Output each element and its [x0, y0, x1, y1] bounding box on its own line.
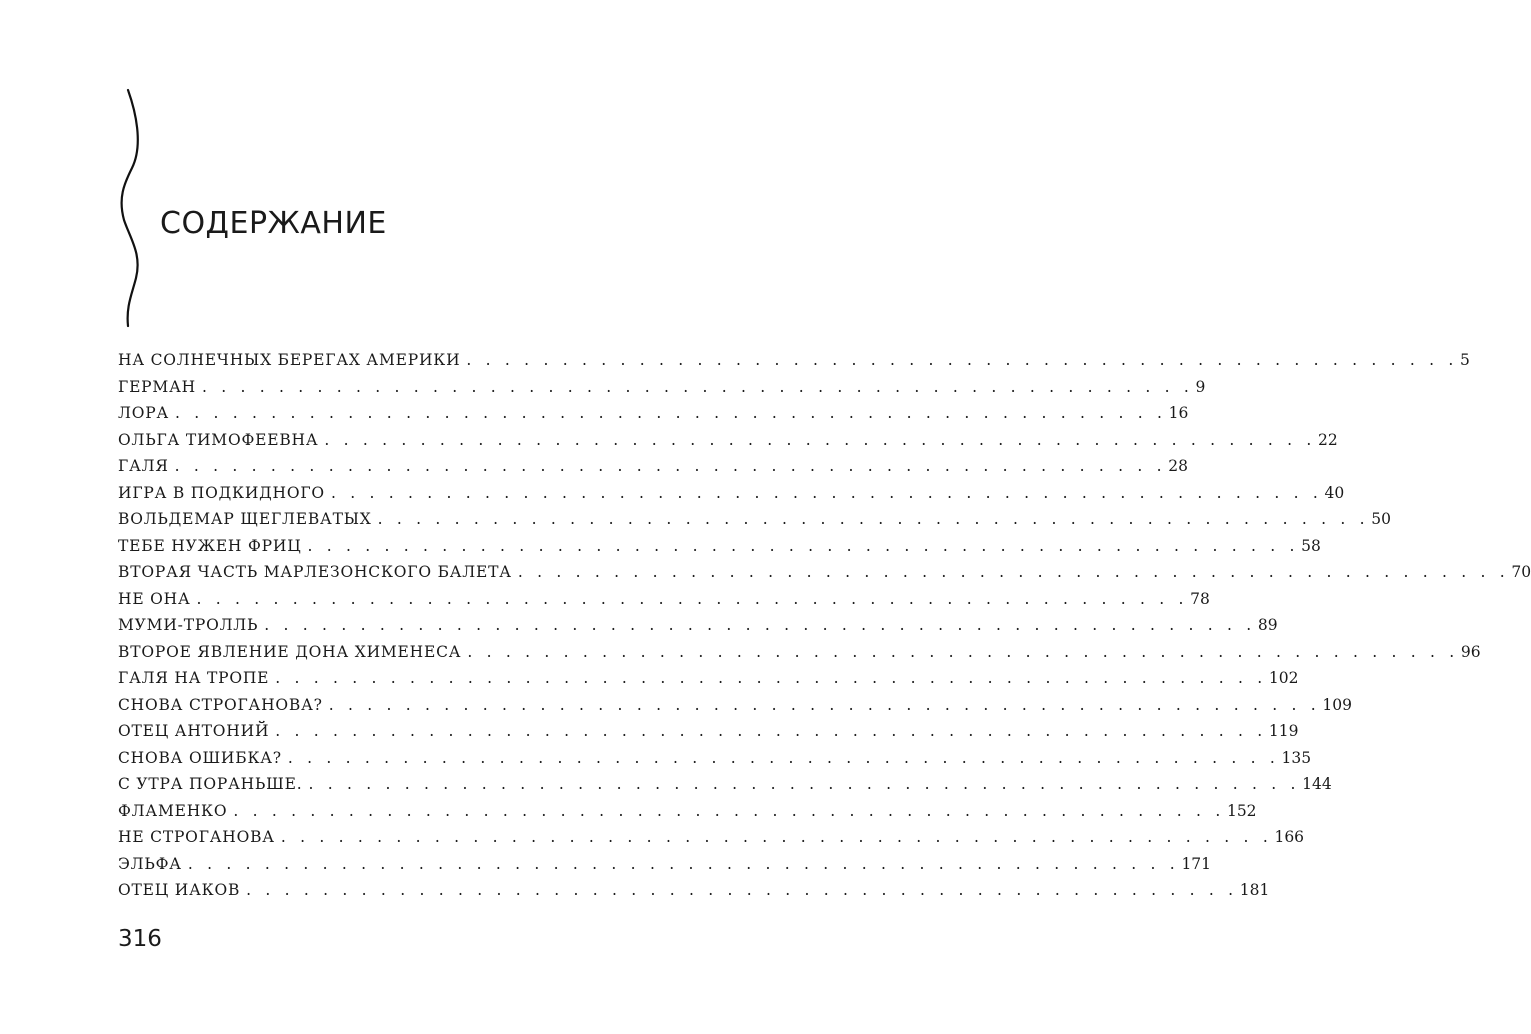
toc-leader-dots: . . . . . . . . . . . . . . . . . . . . . . . . . . . . . . . . . . . . . . . . . . . . . . . . . . . . — [175, 404, 1167, 422]
toc-entry-page: 9 — [1195, 377, 1206, 396]
toc-leader-dots: . . . . . . . . . . . . . . . . . . . . . . . . . . . . . . . . . . . . . . . . . . . . . . . . . . . . — [324, 430, 1316, 449]
toc-entry-page: 5 — [1460, 351, 1470, 369]
toc-entry-page: 109 — [1322, 695, 1352, 714]
toc-entry-title: ТЕБЕ НУЖЕН ФРИЦ — [118, 536, 302, 555]
toc-entry — [118, 881, 1270, 908]
toc-leader-dots: . . . . . . . . . . . . . . . . . . . . . . . . . . . . . . . . . . . . . . . . . . . . . . . . . . . . — [233, 801, 1225, 820]
toc-entry-page: 102 — [1268, 669, 1299, 687]
toc-entry — [118, 536, 1321, 564]
toc-entry — [118, 748, 1312, 776]
toc-entry-page: 119 — [1268, 722, 1299, 740]
toc-leader-dots: . . . . . . . . . . . . . . . . . . . . . . . . . . . . . . . . . . . . . . . . . . . . . . . . . . . . — [467, 642, 1459, 661]
toc-entry-title: ОТЕЦ ИАКОВ — [118, 881, 241, 899]
toc-entry — [118, 457, 1188, 484]
toc-entry — [118, 722, 1299, 749]
toc-entry-page: 89 — [1257, 616, 1278, 634]
toc-entry-page: 58 — [1301, 536, 1321, 555]
toc-entry — [118, 377, 1206, 405]
toc-entry-page: 28 — [1168, 457, 1188, 475]
toc-entry-title: НЕ ОНА — [118, 589, 191, 608]
toc-leader-dots: . . . . . . . . . . . . . . . . . . . . . . . . . . . . . . . . . . . . . . . . . . . . . . . . . . . . — [275, 722, 1267, 740]
toc-entry-title: СНОВА СТРОГАНОВА? — [118, 695, 323, 714]
toc-entry — [118, 695, 1352, 723]
toc-leader-dots: . . . . . . . . . . . . . . . . . . . . . . . . . . . . . . . . . . . . . . . . . . . . . . . . . . . . — [307, 536, 1300, 555]
toc-entry-page: 135 — [1281, 748, 1312, 767]
toc-entry-title: МУМИ-ТРОЛЛЬ — [118, 616, 259, 634]
toc-entry-title: НЕ СТРОГАНОВА — [118, 828, 275, 846]
toc-entry — [118, 616, 1278, 643]
toc-leader-dots: . . . . . . . . . . . . . . . . . . . . . . . . . . . . . . . . . . . . . . . . . . . . . . . . . . . . — [308, 775, 1301, 793]
toc-entry-title: ГАЛЯ — [118, 457, 169, 475]
toc-leader-dots: . . . . . . . . . . . . . . . . . . . . . . . . . . . . . . . . . . . . . . . . . . . . . . . . . . . . — [196, 589, 1189, 608]
toc-leader-dots: . . . . . . . . . . . . . . . . . . . . . . . . . . . . . . . . . . . . . . . . . . . . . . . . . . . . — [187, 854, 1180, 873]
toc-entry — [118, 563, 1531, 590]
toc-entry-page: 96 — [1460, 642, 1481, 661]
toc-entry — [118, 642, 1481, 670]
toc-entry-title: ВТОРОЕ ЯВЛЕНИЕ ДОНА ХИМЕНЕСА — [118, 642, 462, 661]
toc-leader-dots: . . . . . . . . . . . . . . . . . . . . . . . . . . . . . . . . . . . . . . . . . . . . . . . . . . . . — [517, 563, 1510, 581]
page-title: СОДЕРЖАНИЕ — [160, 206, 387, 241]
toc-entry — [118, 404, 1189, 431]
toc-entry-title: ОТЕЦ АНТОНИЙ — [118, 722, 270, 740]
page-number: 316 — [118, 926, 162, 952]
wave-flourish-icon — [108, 88, 152, 328]
toc-leader-dots: . . . . . . . . . . . . . . . . . . . . . . . . . . . . . . . . . . . . . . . . . . . . . . . . . . . . — [275, 669, 1267, 687]
toc-entry-page: 171 — [1181, 854, 1212, 873]
toc-entry — [118, 801, 1257, 829]
toc-entry-title: ГАЛЯ НА ТРОПЕ — [118, 669, 270, 687]
toc-entry — [118, 589, 1210, 617]
toc-leader-dots: . . . . . . . . . . . . . . . . . . . . . . . . . . . . . . . . . . . . . . . . . . . . . . . . . . . . — [328, 695, 1321, 714]
toc-entry-title: ИГРА В ПОДКИДНОГО — [118, 483, 325, 502]
toc-entry-page: 144 — [1302, 775, 1332, 793]
toc-leader-dots: . . . . . . . . . . . . . . . . . . . . . . . . . . . . . . . . . . . . . . . . . . . . . . . . . . . . — [280, 828, 1273, 846]
toc-entry-title: ГЕРМАН — [118, 377, 196, 396]
toc-entry — [118, 351, 1470, 378]
toc-entry — [118, 483, 1345, 511]
toc-entry-title: ФЛАМЕНКО — [118, 801, 228, 820]
toc-entry — [118, 775, 1332, 802]
toc-leader-dots: . . . . . . . . . . . . . . . . . . . . . . . . . . . . . . . . . . . . . . . . . . . . . . . . . . . . — [287, 748, 1280, 767]
toc-entry — [118, 430, 1338, 458]
toc-entry-title: ВОЛЬДЕМАР ЩЕГЛЕВАТЫХ — [118, 510, 372, 528]
table-of-contents — [118, 351, 1531, 908]
toc-entry-page: 181 — [1239, 881, 1270, 899]
toc-entry-title: ОЛЬГА ТИМОФЕЕВНА — [118, 430, 319, 449]
toc-entry-page: 16 — [1168, 404, 1189, 422]
toc-entry — [118, 669, 1299, 696]
toc-entry-page: 78 — [1190, 589, 1210, 608]
toc-entry-title: ЛОРА — [118, 404, 170, 422]
toc-leader-dots: . . . . . . . . . . . . . . . . . . . . . . . . . . . . . . . . . . . . . . . . . . . . . . . . . . . . — [264, 616, 1256, 634]
toc-leader-dots: . . . . . . . . . . . . . . . . . . . . . . . . . . . . . . . . . . . . . . . . . . . . . . . . . . . . — [466, 351, 1459, 369]
toc-leader-dots: . . . . . . . . . . . . . . . . . . . . . . . . . . . . . . . . . . . . . . . . . . . . . . . . . . . . — [377, 510, 1370, 528]
toc-entry-page: 152 — [1226, 801, 1257, 820]
toc-entry-title: ВТОРАЯ ЧАСТЬ МАРЛЕЗОНСКОГО БАЛЕТА — [118, 563, 512, 581]
toc-entry-title: СНОВА ОШИБКА? — [118, 748, 282, 767]
toc-entry-page: 40 — [1324, 483, 1345, 502]
toc-entry-page: 50 — [1371, 510, 1391, 528]
toc-entry — [118, 510, 1391, 537]
toc-entry-page: 166 — [1274, 828, 1305, 846]
toc-entry-title: НА СОЛНЕЧНЫХ БЕРЕГАХ АМЕРИКИ — [118, 351, 461, 369]
toc-entry-page: 70 — [1511, 563, 1531, 581]
toc-leader-dots: . . . . . . . . . . . . . . . . . . . . . . . . . . . . . . . . . . . . . . . . . . . . . . . . . . . . — [330, 483, 1323, 502]
toc-leader-dots: . . . . . . . . . . . . . . . . . . . . . . . . . . . . . . . . . . . . . . . . . . . . . . . . . . . . — [174, 457, 1167, 475]
toc-entry-page: 22 — [1317, 430, 1338, 449]
toc-entry-title: С УТРА ПОРАНЬШЕ. — [118, 775, 303, 793]
toc-entry-title: ЭЛЬФА — [118, 854, 182, 873]
toc-leader-dots: . . . . . . . . . . . . . . . . . . . . . . . . . . . . . . . . . . . . . . . . . . . . . . . . . . . . — [246, 881, 1238, 899]
toc-entry — [118, 828, 1305, 855]
toc-entry — [118, 854, 1212, 882]
toc-leader-dots: . . . . . . . . . . . . . . . . . . . . . . . . . . . . . . . . . . . . . . . . . . . . . . . . . . . . — [201, 377, 1194, 396]
